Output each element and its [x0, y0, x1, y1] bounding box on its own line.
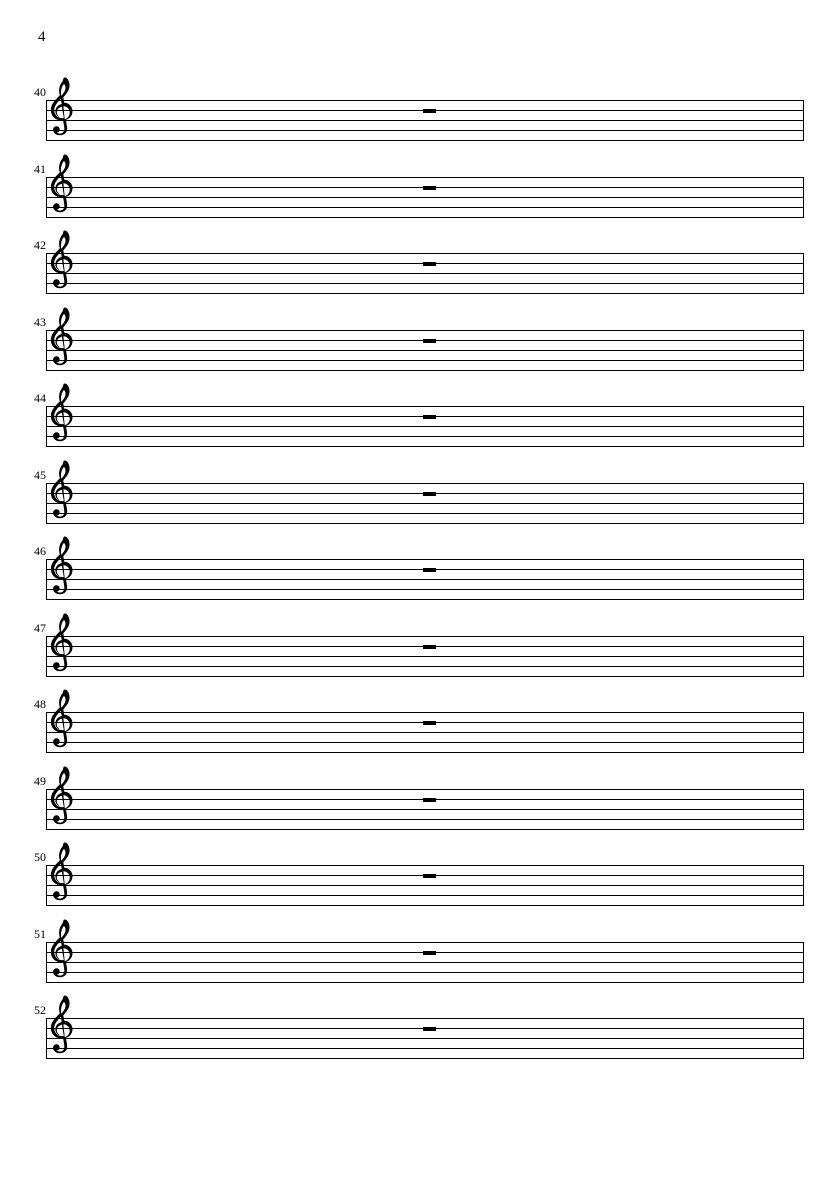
- treble-clef-icon: [48, 460, 78, 530]
- measure-number-49: 49: [34, 773, 46, 788]
- staff-line-4: [46, 207, 804, 208]
- staff-system-43[interactable]: [0, 316, 835, 376]
- staff-line-1: [46, 177, 804, 178]
- start-barline: [46, 406, 47, 447]
- staff-line-3: [46, 273, 804, 274]
- staff-line-3: [46, 962, 804, 963]
- end-barline: [803, 100, 804, 141]
- staff-system-41[interactable]: [0, 163, 835, 223]
- staff[interactable]: [46, 942, 804, 982]
- staff-line-3: [46, 197, 804, 198]
- staff-line-3: [46, 885, 804, 886]
- staff-line-1: [46, 636, 804, 637]
- staff[interactable]: [46, 253, 804, 293]
- staff-line-5: [46, 140, 804, 141]
- end-barline: [803, 483, 804, 524]
- start-barline: [46, 865, 47, 906]
- staff-line-4: [46, 666, 804, 667]
- staff-line-3: [46, 350, 804, 351]
- measure-number-52: 52: [34, 1003, 46, 1017]
- measure-number-50: 50: [34, 850, 46, 864]
- whole-measure-rest[interactable]: [423, 339, 436, 343]
- end-barline: [803, 406, 804, 447]
- end-barline: [803, 177, 804, 218]
- staff-system-46[interactable]: [0, 545, 835, 605]
- end-barline: [803, 559, 804, 600]
- whole-measure-rest[interactable]: [423, 874, 436, 878]
- staff-line-3: [46, 120, 804, 121]
- staff[interactable]: [46, 483, 804, 523]
- staff-line-3: [46, 732, 804, 733]
- whole-measure-rest[interactable]: [423, 109, 436, 113]
- staff[interactable]: [46, 100, 804, 140]
- treble-clef-icon: [48, 613, 78, 683]
- treble-clef-icon: [48, 919, 78, 989]
- end-barline: [803, 636, 804, 677]
- staff-line-1: [46, 942, 804, 943]
- staff-line-1: [46, 865, 804, 866]
- staff-line-3: [46, 809, 804, 810]
- treble-clef-icon: [48, 766, 78, 836]
- staff-line-5: [46, 523, 804, 524]
- start-barline: [46, 559, 47, 600]
- start-barline: [46, 253, 47, 294]
- treble-clef-icon: [48, 842, 78, 912]
- staff-line-1: [46, 406, 804, 407]
- whole-measure-rest[interactable]: [423, 798, 436, 802]
- staff-line-3: [46, 579, 804, 580]
- staff-line-1: [46, 1018, 804, 1019]
- whole-measure-rest[interactable]: [423, 186, 436, 190]
- measure-number-44: 44: [34, 391, 46, 405]
- start-barline: [46, 942, 47, 983]
- staff-line-4: [46, 589, 804, 590]
- treble-clef-icon: [48, 995, 78, 1065]
- staff-line-1: [46, 483, 804, 484]
- treble-clef-icon: [48, 77, 78, 147]
- staff-line-5: [46, 293, 804, 294]
- measure-number-43: 43: [34, 314, 46, 329]
- whole-measure-rest[interactable]: [423, 568, 436, 572]
- staff-line-3: [46, 656, 804, 657]
- measure-number-47: 47: [34, 620, 46, 635]
- staff-line-1: [46, 253, 804, 254]
- end-barline: [803, 1018, 804, 1059]
- staff-line-1: [46, 559, 804, 560]
- whole-measure-rest[interactable]: [423, 721, 436, 725]
- measure-number-51: 51: [34, 926, 46, 941]
- staff-line-5: [46, 982, 804, 983]
- staff-system-47[interactable]: [0, 622, 835, 682]
- whole-measure-rest[interactable]: [423, 262, 436, 266]
- staff-line-5: [46, 752, 804, 753]
- staff-system-51[interactable]: [0, 928, 835, 988]
- treble-clef-icon: [48, 536, 78, 606]
- staff[interactable]: [46, 406, 804, 446]
- end-barline: [803, 253, 804, 294]
- staff-line-5: [46, 829, 804, 830]
- start-barline: [46, 330, 47, 371]
- staff-system-40[interactable]: [0, 86, 835, 146]
- staff-line-1: [46, 712, 804, 713]
- staff[interactable]: [46, 1018, 804, 1058]
- start-barline: [46, 100, 47, 141]
- staff-system-52[interactable]: [0, 1004, 835, 1064]
- staff-line-5: [46, 446, 804, 447]
- staff-line-4: [46, 283, 804, 284]
- staff[interactable]: [46, 330, 804, 370]
- staff[interactable]: [46, 177, 804, 217]
- staff-line-5: [46, 905, 804, 906]
- measure-number-45: 45: [34, 467, 46, 482]
- start-barline: [46, 483, 47, 524]
- whole-measure-rest[interactable]: [423, 951, 436, 955]
- treble-clef-icon: [48, 307, 78, 377]
- whole-measure-rest[interactable]: [423, 492, 436, 496]
- whole-measure-rest[interactable]: [423, 415, 436, 419]
- staff-line-5: [46, 1058, 804, 1059]
- staff[interactable]: [46, 789, 804, 829]
- measure-number-46: 46: [34, 544, 46, 558]
- staff-line-1: [46, 789, 804, 790]
- staff-line-5: [46, 370, 804, 371]
- whole-measure-rest[interactable]: [423, 645, 436, 649]
- staff-line-4: [46, 819, 804, 820]
- measure-number-42: 42: [34, 238, 46, 252]
- start-barline: [46, 636, 47, 677]
- staff-line-4: [46, 130, 804, 131]
- treble-clef-icon: [48, 383, 78, 453]
- measure-number-40: 40: [34, 85, 46, 99]
- staff-line-1: [46, 100, 804, 101]
- staff-line-5: [46, 599, 804, 600]
- staff-line-4: [46, 360, 804, 361]
- staff-line-3: [46, 426, 804, 427]
- staff-system-49[interactable]: [0, 775, 835, 835]
- staff[interactable]: [46, 559, 804, 599]
- measure-number-41: 41: [34, 161, 46, 176]
- start-barline: [46, 712, 47, 753]
- staff-system-50[interactable]: [0, 851, 835, 911]
- end-barline: [803, 865, 804, 906]
- staff[interactable]: [46, 712, 804, 752]
- end-barline: [803, 789, 804, 830]
- whole-measure-rest[interactable]: [423, 1027, 436, 1031]
- measure-number-48: 48: [34, 697, 46, 711]
- staff-line-4: [46, 513, 804, 514]
- staff-line-4: [46, 895, 804, 896]
- staff-line-4: [46, 1048, 804, 1049]
- staff-line-3: [46, 1038, 804, 1039]
- treble-clef-icon: [48, 154, 78, 224]
- staff-line-5: [46, 217, 804, 218]
- staff[interactable]: [46, 636, 804, 676]
- staff-line-3: [46, 503, 804, 504]
- treble-clef-icon: [48, 689, 78, 759]
- staff[interactable]: [46, 865, 804, 905]
- staff-line-4: [46, 972, 804, 973]
- start-barline: [46, 177, 47, 218]
- staff-line-4: [46, 436, 804, 437]
- staff-line-1: [46, 330, 804, 331]
- start-barline: [46, 1018, 47, 1059]
- end-barline: [803, 712, 804, 753]
- staff-line-5: [46, 676, 804, 677]
- start-barline: [46, 789, 47, 830]
- staff-system-45[interactable]: [0, 469, 835, 529]
- staff-system-42[interactable]: [0, 239, 835, 299]
- staff-system-44[interactable]: [0, 392, 835, 452]
- treble-clef-icon: [48, 230, 78, 300]
- staff-line-4: [46, 742, 804, 743]
- end-barline: [803, 942, 804, 983]
- end-barline: [803, 330, 804, 371]
- page-number: 4: [38, 29, 46, 45]
- staff-system-48[interactable]: [0, 698, 835, 758]
